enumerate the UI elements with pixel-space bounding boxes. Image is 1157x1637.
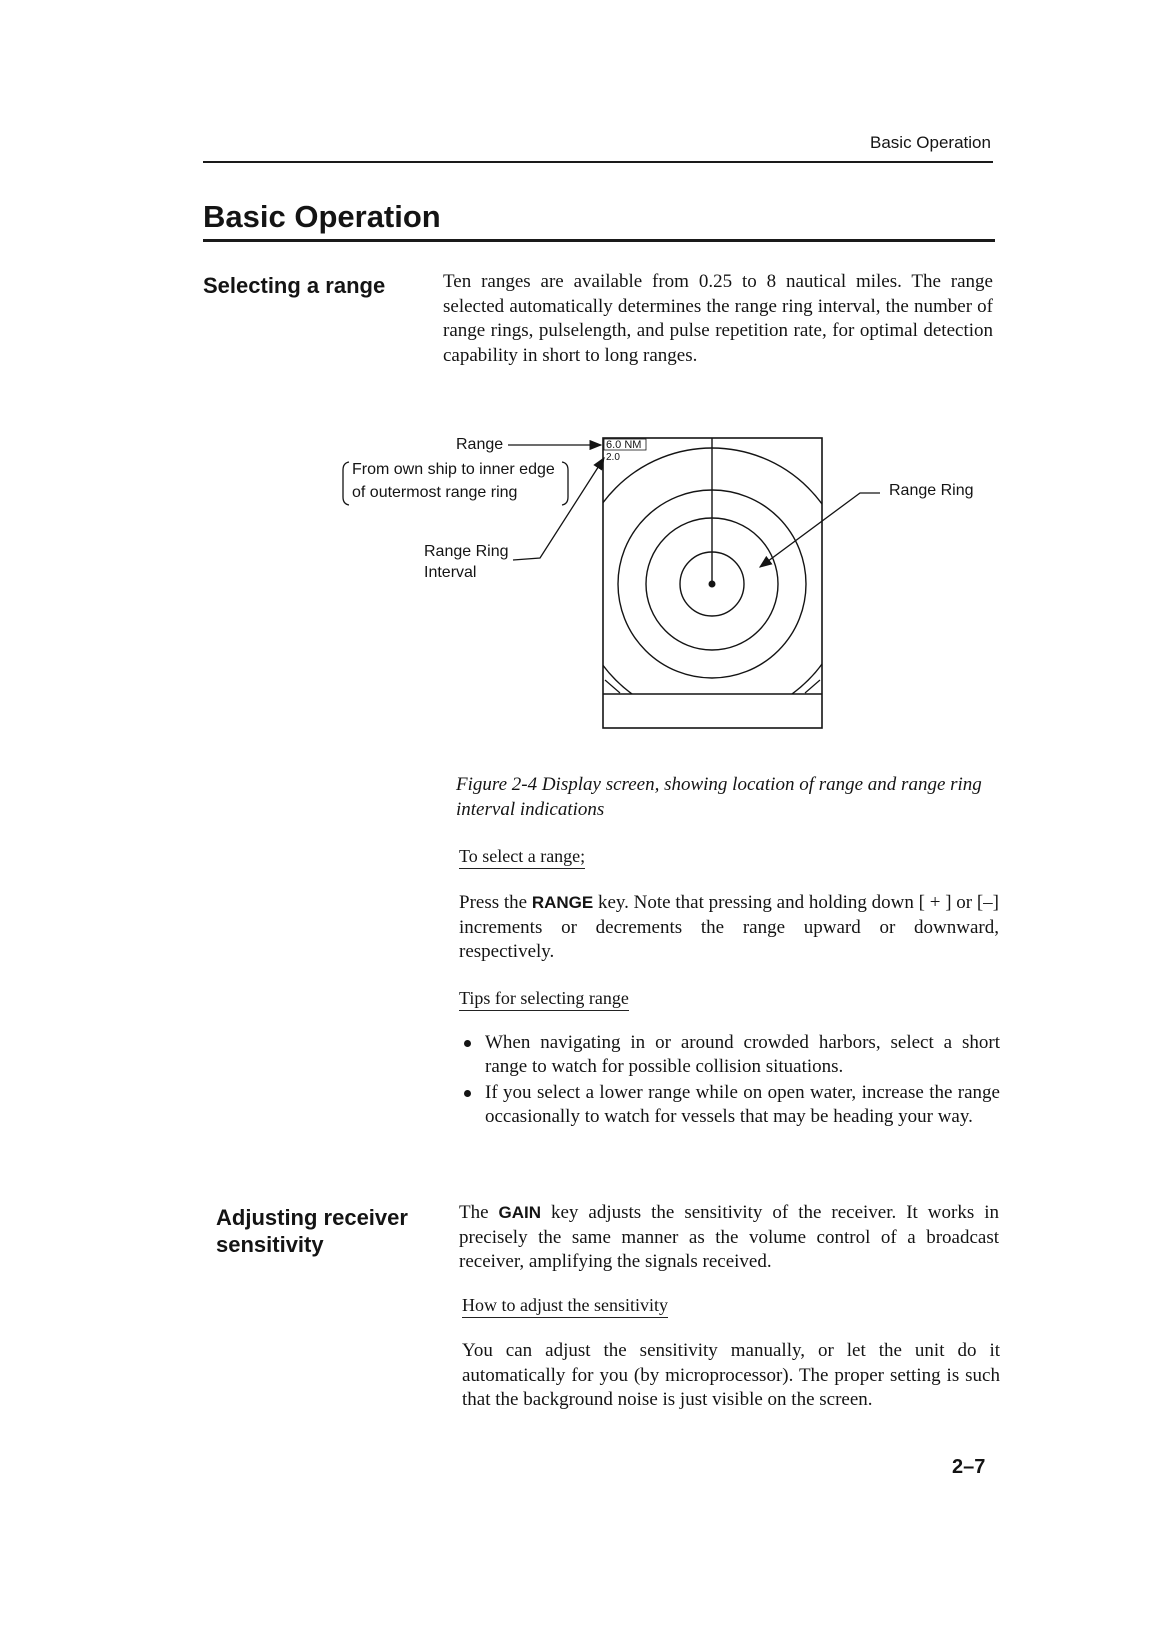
own-ship-dot — [709, 581, 716, 588]
sensitivity-paragraph: You can adjust the sensitivity manually, or let the unit do it automatically for you (by microprocessor). The proper setting is such that the background noise is just visible on the screen. — [462, 1340, 1000, 1410]
gain-paragraph: The GAIN key adjusts the sensitivity of the receiver. It works in precisely the same manner as the volume control of a broadcast receiver, amplifying the signals received. — [459, 1202, 999, 1272]
tips-list — [460, 1031, 1000, 1131]
label-range-ring: Range Ring — [889, 482, 974, 499]
list-item: If you select a lower range while on open water, increase the range occasionally to watch for vessels that may be heading your way. — [460, 1081, 1000, 1129]
running-head: Basic Operation — [870, 133, 991, 152]
label-bracket-line1: From own ship to inner edge — [352, 461, 555, 478]
page-title: Basic Operation — [203, 199, 441, 234]
screen-range-indication: 6.0 NM — [606, 439, 642, 451]
page-number: 2–7 — [952, 1456, 986, 1478]
range-key: RANGE — [531, 893, 594, 912]
label-ring-interval-line2: Interval — [424, 564, 477, 581]
section-heading-adjusting-sensitivity: Adjusting receiver sensitivity — [216, 1205, 408, 1257]
figure-caption: Figure 2-4 Display screen, showing location of range and range ring interval indications — [456, 774, 982, 820]
list-item: When navigating in or around crowded harbors, select a short range to watch for possible collision situations. — [460, 1031, 1000, 1079]
section-heading-selecting-range: Selecting a range — [203, 273, 386, 298]
range-intro-paragraph: Ten ranges are available from 0.25 to 8 nautical miles. The range selected automatically determines the range ring interval, the number of range rings, pulselength, and pulse repetition rate, for optimal detection capability in short to long ranges. — [443, 271, 993, 366]
bullet-icon — [464, 1090, 471, 1097]
bullet-icon — [464, 1040, 471, 1047]
screen-interval-indication: 2.0 — [606, 452, 620, 463]
select-range-paragraph: Press the RANGE key. Note that pressing and holding down [ + ] or [–] increments or decrements the range upward or downward, respectively. — [459, 892, 999, 962]
subheading-select-range: To select a range; — [459, 846, 585, 869]
subheading-adjust-sensitivity: How to adjust the sensitivity — [462, 1295, 668, 1318]
subheading-tips: Tips for selecting range — [459, 988, 629, 1011]
label-bracket-line2: of outermost range ring — [352, 484, 518, 501]
label-ring-interval-line1: Range Ring — [424, 543, 509, 560]
display-screen-figure — [0, 0, 1157, 760]
gain-key: GAIN — [498, 1203, 542, 1222]
label-range: Range — [456, 436, 504, 453]
